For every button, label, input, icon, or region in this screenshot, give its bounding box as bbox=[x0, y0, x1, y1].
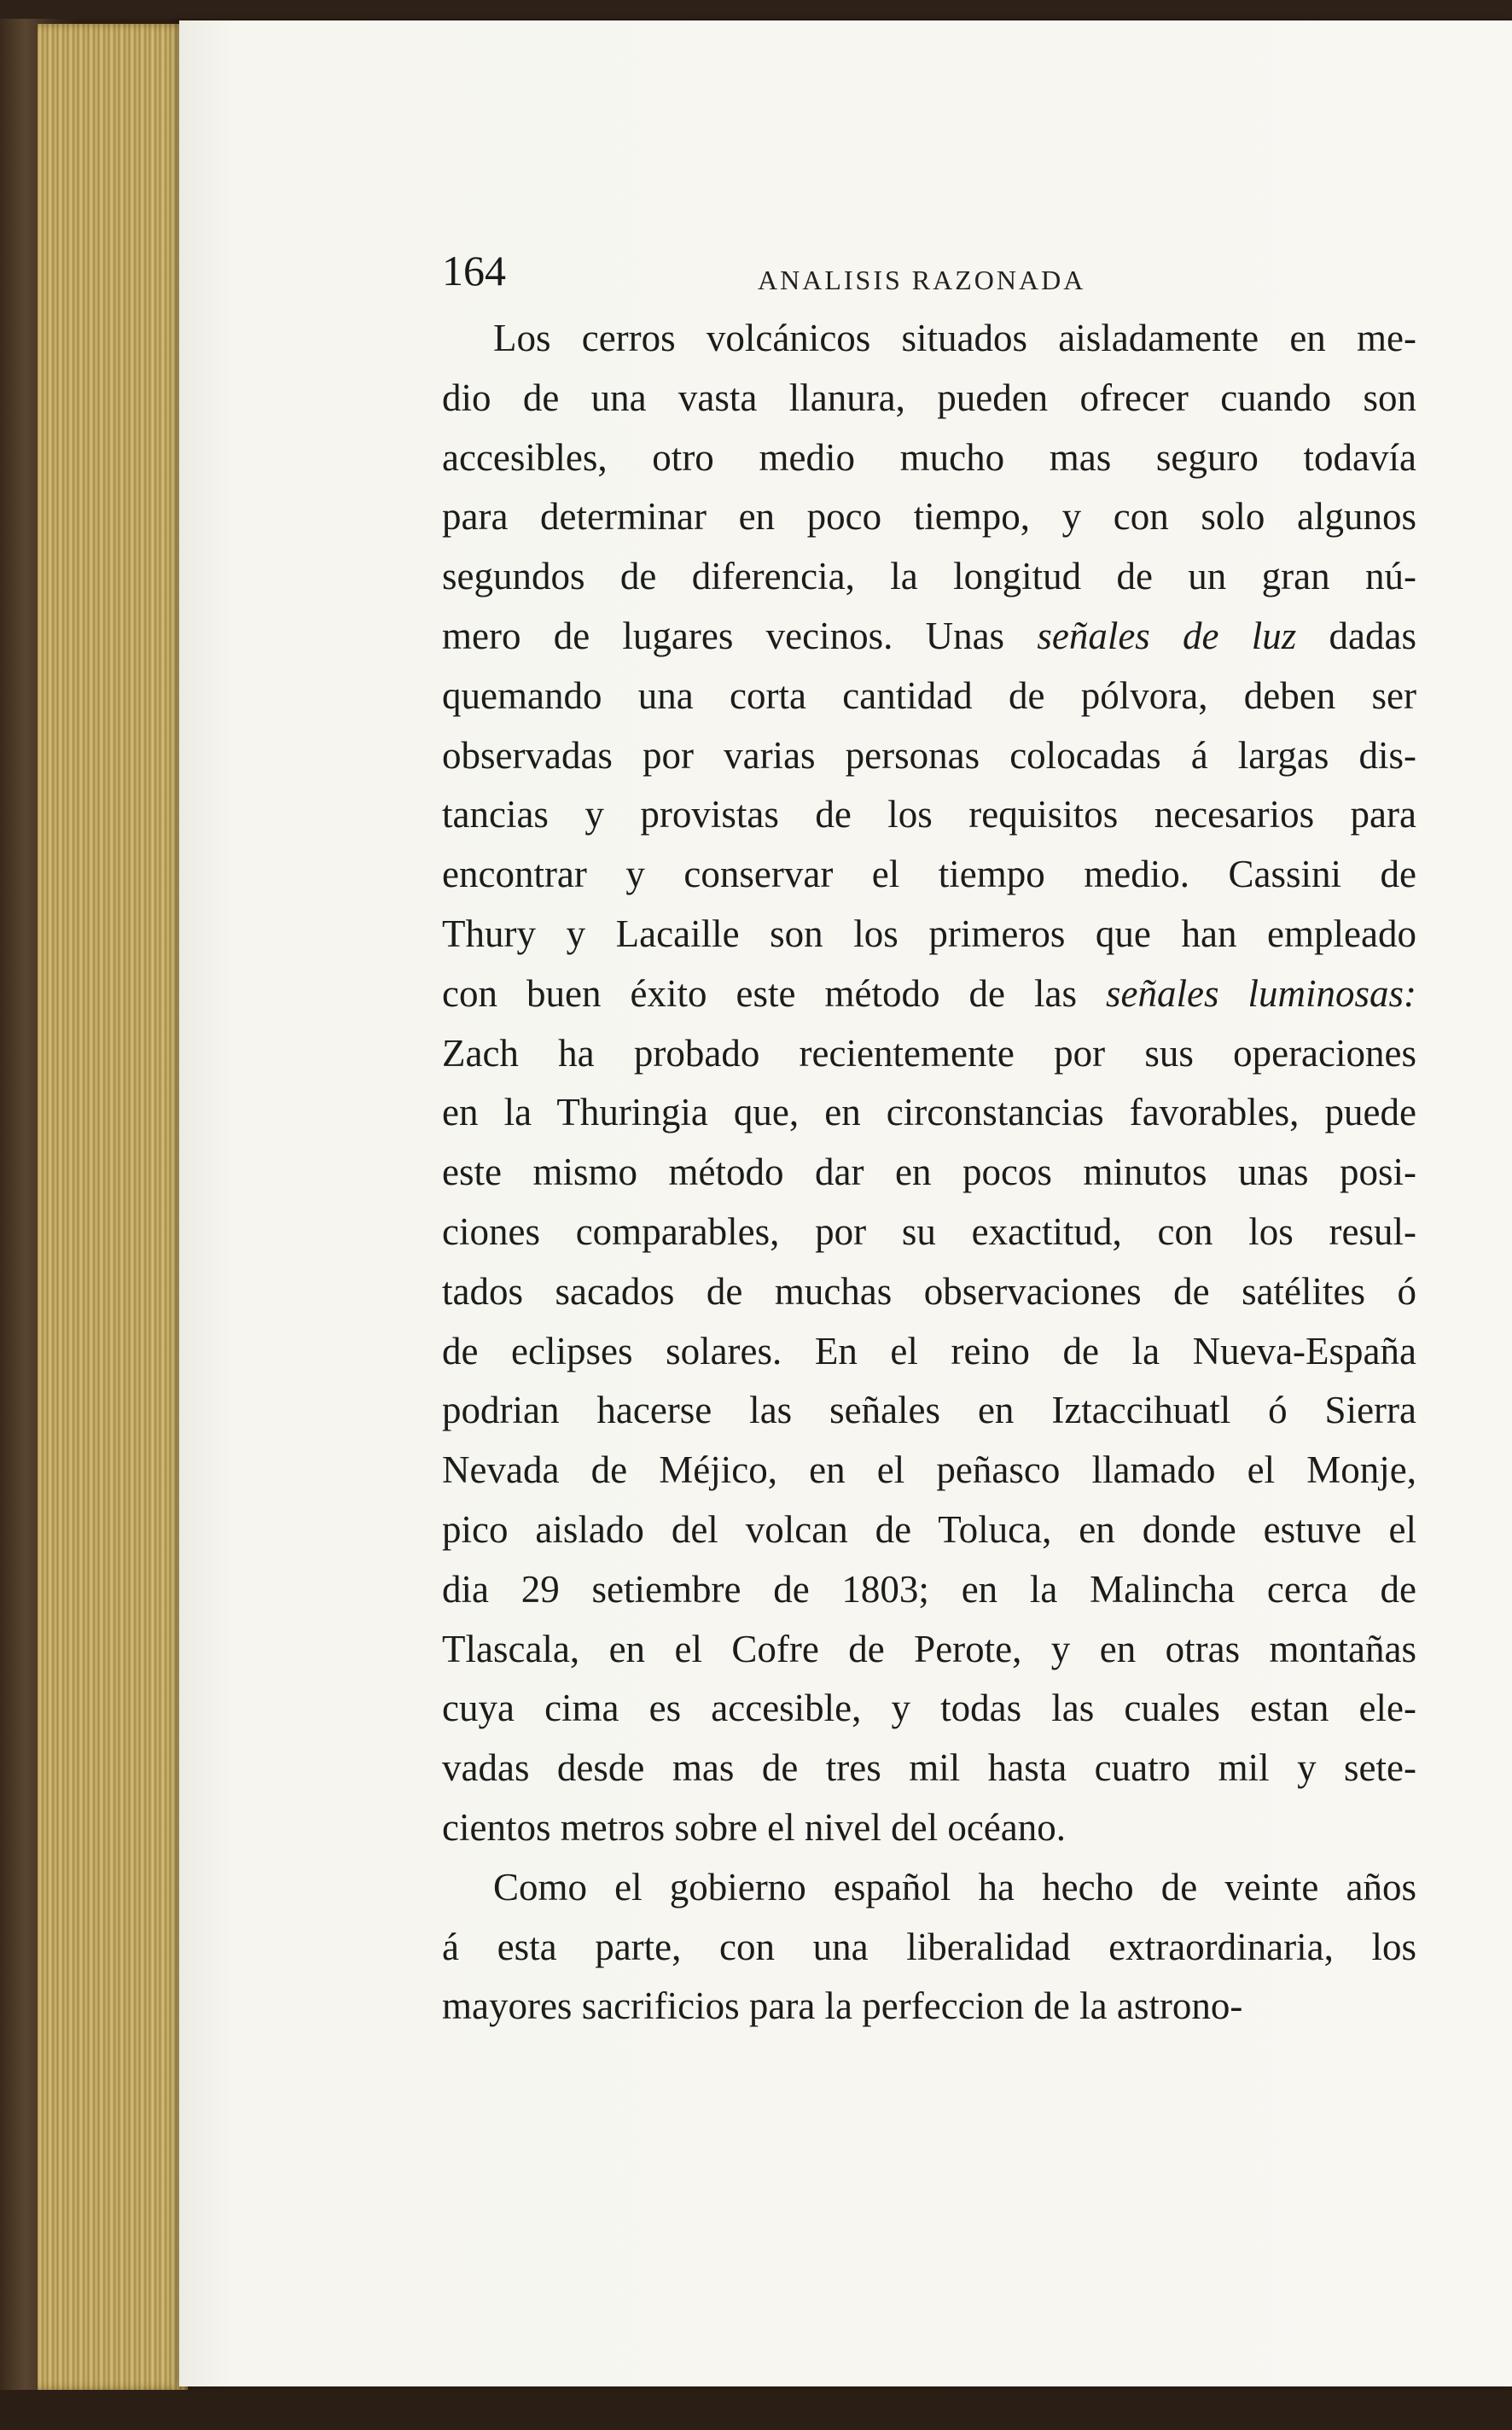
text-line bbox=[442, 905, 1416, 964]
text-line bbox=[442, 1620, 1416, 1680]
cover-top-edge bbox=[0, 0, 1512, 19]
running-head: ANALISIS RAZONADA bbox=[758, 265, 1086, 295]
text-run: Nevada de Méjico, en el peñasco llamado el Monje, bbox=[442, 1448, 1416, 1492]
text-run: quemando una corta cantidad de pólvora, deben ser bbox=[442, 673, 1416, 717]
text-line bbox=[442, 845, 1416, 905]
paragraph bbox=[442, 1858, 1416, 2037]
text-line bbox=[442, 1262, 1416, 1322]
text-line bbox=[442, 667, 1416, 726]
text-run: cientos metros sobre el nivel del océano. bbox=[442, 1805, 1067, 1849]
gilt-page-edges bbox=[38, 24, 188, 2390]
text-run: pico aislado del volcan de Toluca, en donde estuve el bbox=[442, 1507, 1416, 1551]
text-run: encontrar y conservar el tiempo medio. Cassini de bbox=[442, 853, 1416, 896]
text-line bbox=[442, 1024, 1416, 1084]
text-line bbox=[442, 785, 1416, 845]
body-text bbox=[442, 309, 1416, 2037]
page-number: 164 bbox=[442, 247, 506, 294]
text-line bbox=[442, 487, 1416, 547]
text-run: Los cerros volcánicos situados aisladamente en me- bbox=[493, 317, 1416, 359]
text-line bbox=[442, 1441, 1416, 1501]
text-run: para determinar en poco tiempo, y con solo algunos bbox=[442, 495, 1416, 539]
text-line bbox=[442, 1977, 1416, 2037]
text-line bbox=[442, 1322, 1416, 1382]
text-line bbox=[442, 547, 1416, 607]
text-run: dadas bbox=[1296, 614, 1417, 657]
text-line bbox=[442, 964, 1416, 1024]
text-run: ciones comparables, por su exactitud, con los resul- bbox=[442, 1209, 1416, 1253]
text-run: segundos de diferencia, la longitud de un gran nú- bbox=[442, 555, 1416, 598]
italic-phrase: señales de luz bbox=[1037, 614, 1297, 657]
text-line bbox=[442, 369, 1416, 428]
text-line bbox=[442, 1739, 1416, 1798]
text-line bbox=[442, 1918, 1416, 1978]
text-run: Tlascala, en el Cofre de Perote, y en otras montañas bbox=[442, 1627, 1416, 1670]
text-line bbox=[442, 1143, 1416, 1203]
italic-phrase: señales luminosas: bbox=[1105, 971, 1416, 1015]
text-run: dia 29 setiembre de 1803; en la Malincha cerca de bbox=[442, 1567, 1416, 1611]
page-header bbox=[442, 246, 1423, 297]
text-run: en la Thuringia que, en circonstancias favorables, puede bbox=[442, 1091, 1416, 1134]
text-run: tados sacados de muchas observaciones de satélites ó bbox=[442, 1269, 1416, 1313]
text-run: á esta parte, con una liberalidad extraordinaria, los bbox=[442, 1925, 1416, 1968]
text-line bbox=[442, 1203, 1416, 1262]
text-line bbox=[442, 1560, 1416, 1620]
cover-bottom-edge bbox=[0, 2390, 1512, 2430]
text-line bbox=[442, 1381, 1416, 1441]
text-line bbox=[442, 428, 1416, 488]
text-run: dio de una vasta llanura, pueden ofrecer cuando son bbox=[442, 376, 1416, 419]
text-run: accesibles, otro medio mucho mas seguro todavía bbox=[442, 435, 1416, 479]
text-line bbox=[442, 1679, 1416, 1739]
text-run: de eclipses solares. En el reino de la Nueva-España bbox=[442, 1329, 1416, 1372]
text-run: con buen éxito este método de las bbox=[442, 971, 1106, 1015]
text-line bbox=[442, 726, 1416, 786]
text-run: este mismo método dar en pocos minutos unas posi- bbox=[442, 1151, 1416, 1194]
text-line bbox=[442, 607, 1416, 667]
text-run: mero de lugares vecinos. Unas bbox=[442, 614, 1038, 657]
text-run: mayores sacrificios para la perfeccion de la astrono- bbox=[442, 1984, 1243, 2028]
text-run: observadas por varias personas colocadas á largas dis- bbox=[442, 733, 1416, 777]
text-run: tancias y provistas de los requisitos necesarios para bbox=[442, 793, 1416, 836]
text-line bbox=[442, 1798, 1416, 1858]
paragraph bbox=[442, 309, 1416, 1858]
text-run: vadas desde mas de tres mil hasta cuatro mil y sete- bbox=[442, 1746, 1416, 1790]
text-run: cuya cima es accesible, y todas las cuales estan ele- bbox=[442, 1687, 1416, 1730]
text-run: Thury y Lacaille son los primeros que han empleado bbox=[442, 912, 1416, 955]
text-run: Como el gobierno español ha hecho de veinte años bbox=[493, 1865, 1416, 1908]
text-line bbox=[442, 1083, 1416, 1143]
text-run: podrian hacerse las señales en Iztaccihuatl ó Sierra bbox=[442, 1389, 1416, 1432]
text-line bbox=[442, 1858, 1416, 1918]
text-line bbox=[442, 309, 1416, 369]
text-line bbox=[442, 1501, 1416, 1560]
text-run: Zach ha probado recientemente por sus operaciones bbox=[442, 1031, 1416, 1075]
